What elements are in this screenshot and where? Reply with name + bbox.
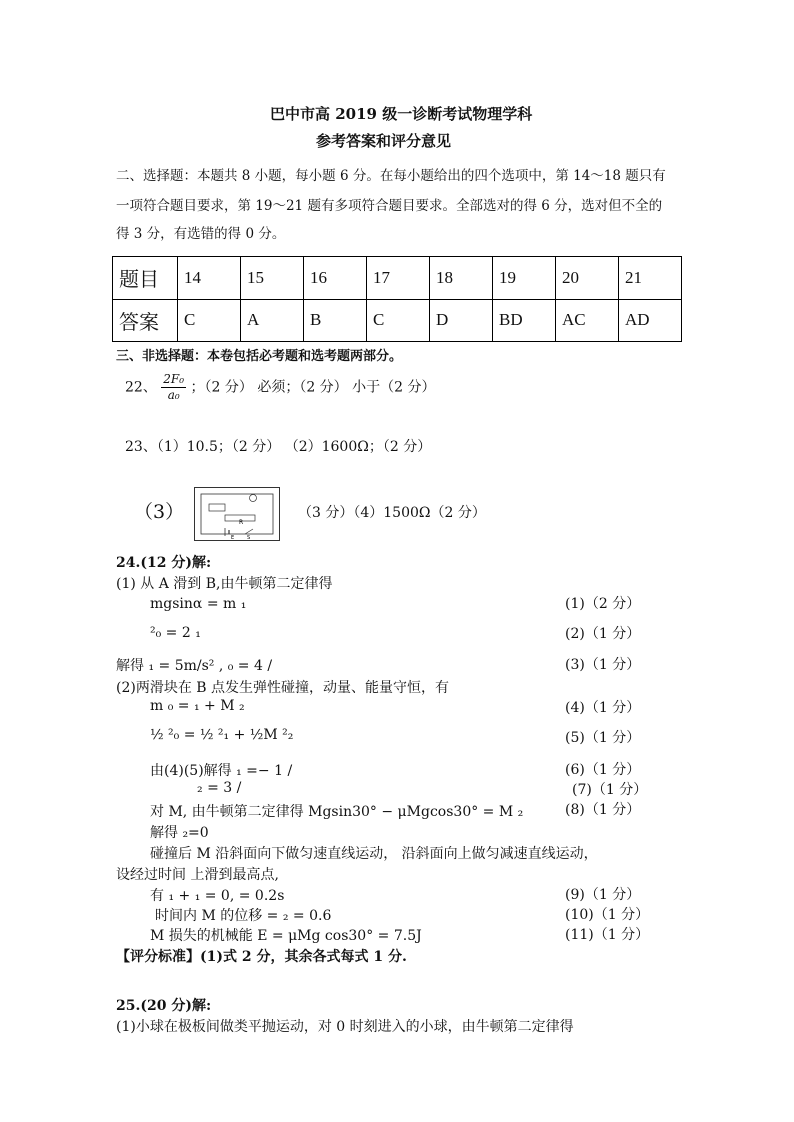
section3-heading: 三、非选择题：本卷包括必考题和选考题两部分。 [116,349,403,364]
q22-line [125,372,436,403]
circuit-svg [195,488,279,540]
score-mark: (3)（1 分） [565,657,641,673]
scoring-standard: 【评分标准】(1)式 2 分，其余各式每式 1 分. [116,949,407,965]
table-cell-answer: AD [619,299,682,342]
q24-heading: 24.(12 分)解: [116,555,212,571]
score-mark: (6)（1 分） [565,762,641,778]
doc-title: 巴中市高 2019 级一诊断考试物理学科 [270,105,533,123]
table-cell-answer: C [367,299,430,342]
q24-line: ²₀ = 2 ₁ [150,625,201,641]
q24-line: ½ ²₀ = ½ ²₁ + ½M ²₂ [150,727,294,743]
table-cell-question: 18 [430,257,493,300]
q24-line: 对 M, 由牛顿第二定律得 Mgsin30° − μMgcos30° = M ₂ [150,804,524,820]
score-mark: (4)（1 分） [565,700,641,716]
q24-line: 时间内 M 的位移 = ₂ = 0.6 [155,908,332,924]
q25-heading: 25.(20 分)解: [116,998,212,1014]
q25-line1: (1)小球在极板间做类平抛运动，对 0 时刻进入的小球，由牛顿第二定律得 [116,1019,574,1035]
table-cell-question: 21 [619,257,682,300]
q22-fraction [161,372,186,403]
q24-line: M 损失的机械能 E = μMg cos30° = 7.5J [150,928,422,944]
score-mark: (1)（2 分） [565,596,641,612]
circuit-label-r: R [239,519,244,526]
score-mark: (2)（1 分） [565,626,641,642]
q24-line: 碰撞后 M 沿斜面向下做匀速直线运动， 沿斜面向上做匀减速直线运动， [150,846,598,862]
table-cell-answer: BD [493,299,556,342]
doc-subtitle: 参考答案和评分意见 [316,132,452,150]
q22-frac-num: 2F₀ [163,372,185,386]
table-cell-answer: AC [556,299,619,342]
table-cell-question: 14 [178,257,241,300]
score-mark: (9)（1 分） [565,887,641,903]
q22-rest: ；（2 分） 必须；（2 分） 小于（2 分） [190,379,436,396]
q23-line1: 23、（1）10.5；（2 分） （2）1600Ω；（2 分） [125,439,432,455]
table-cell-question: 16 [304,257,367,300]
q24-line: 由(4)(5)解得 ₁ =− 1 / [150,763,293,779]
table-row-questions [113,257,682,300]
score-mark: (7)（1 分） [572,782,648,798]
table-cell-answer: B [304,299,367,342]
q24-line: (1) 从 A 滑到 B,由牛顿第二定律得 [116,576,333,592]
table-cell-answer: A [241,299,304,342]
table-cell-question: 20 [556,257,619,300]
q22-number: 22、 [125,379,157,396]
score-mark: (10)（1 分） [565,907,650,923]
score-mark: (8)（1 分） [565,802,641,818]
q24-line: ₂ = 3 / [197,780,242,796]
table-header-question: 题目 [113,257,178,300]
table-cell-question: 19 [493,257,556,300]
circuit-label-e: E [231,535,235,540]
table-cell-question: 17 [367,257,430,300]
table-header-answer: 答案 [113,299,178,342]
table-cell-answer: D [430,299,493,342]
q24-line: m ₀ = ₁ + M ₂ [150,698,245,714]
q24-line: 解得 ₁ = 5m/s² , ₀ = 4 / [116,658,273,674]
q24-line: (2)两滑块在 B 点发生弹性碰撞，动量、能量守恒，有 [116,680,450,696]
score-mark: (11)（1 分） [565,927,650,943]
q24-line: 设经过时间 上滑到最高点, [116,867,279,883]
q24-line: 有 ₁ + ₁ = 0, = 0.2s [150,888,285,904]
circuit-label-s: S [247,535,251,540]
score-mark: (5)（1 分） [565,730,641,746]
circuit-diagram [194,487,280,541]
table-cell-answer: C [178,299,241,342]
section2-line3: 得 3 分，有选错的得 0 分。 [116,226,286,242]
table-row-answers [113,299,682,342]
q22-frac-den: a₀ [167,388,180,402]
q23-part3-label: （3） [134,501,185,523]
q23-part3-rest: （3 分）（4）1500Ω（2 分） [298,505,486,521]
q24-line: 解得 ₂=0 [150,825,209,841]
table-cell-question: 15 [241,257,304,300]
section2-line2: 一项符合题目要求，第 19～21 题有多项符合题目要求。全部选对的得 6 分，选对但不全的 [116,198,663,214]
section2-line1: 二、选择题：本题共 8 小题，每小题 6 分。在每小题给出的四个选项中，第 14～18 题只有 [116,168,666,184]
answer-table [112,256,682,342]
q24-line: mgsinα = m ₁ [150,596,247,612]
